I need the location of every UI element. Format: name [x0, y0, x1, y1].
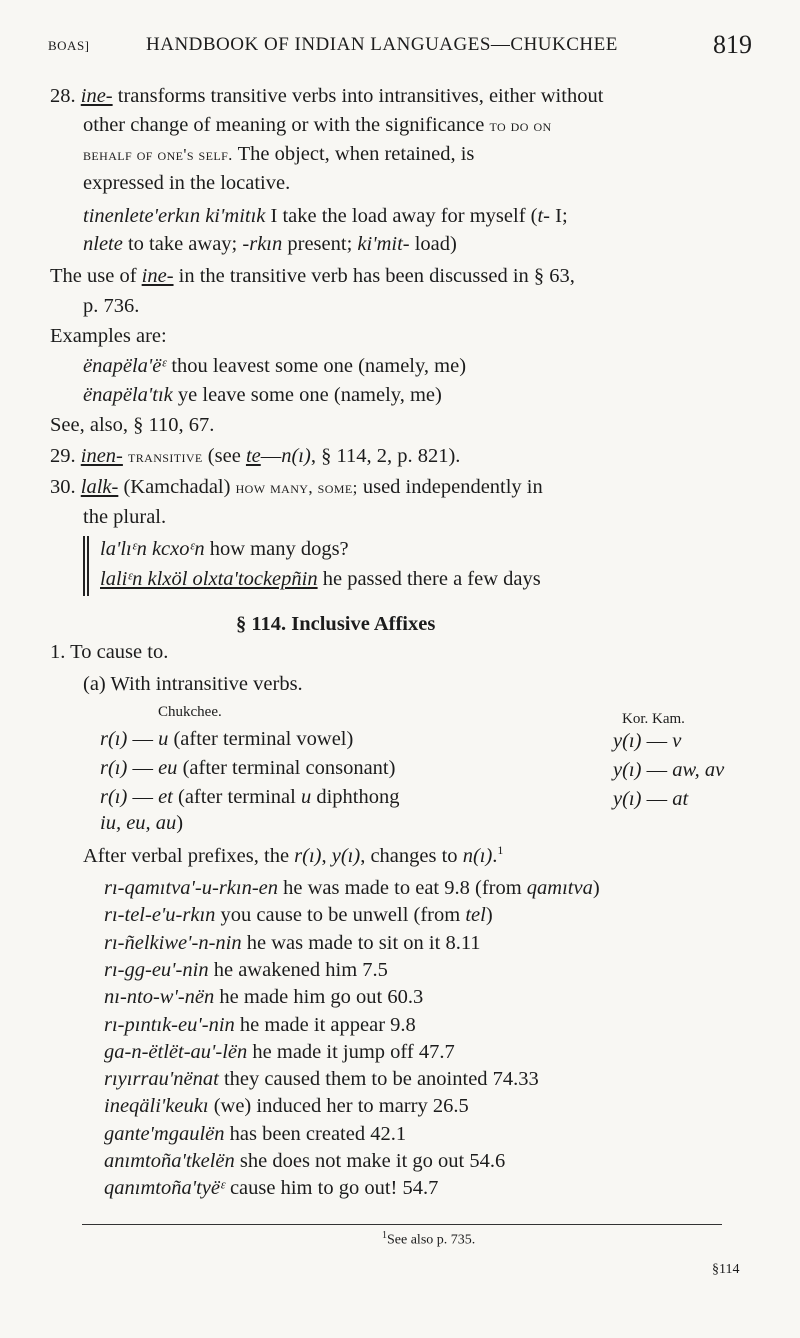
- example-form: rı-pıntık-eu'-nin: [104, 1013, 235, 1036]
- cell-dash: —: [641, 730, 673, 752]
- column-head-kor-kam: [622, 710, 685, 728]
- entry-30-example-b: [100, 567, 541, 592]
- entry-smallcaps: behalf of one's self.: [83, 145, 233, 164]
- body-text: ,: [321, 844, 332, 867]
- example-gloss: she does not make it go out 54.6: [234, 1150, 506, 1172]
- entry-text: p. 736.: [83, 295, 140, 317]
- example-form: rıyırrau'nënat: [104, 1068, 219, 1091]
- example-gloss: present;: [282, 233, 358, 255]
- page-number: 819: [713, 30, 752, 59]
- example-form: ënapëla'ëᵋ: [83, 355, 167, 377]
- cell-suffix: eu: [158, 757, 178, 779]
- example-gloss: I take the load away for myself (: [265, 205, 538, 227]
- entry-28-use: [50, 264, 575, 289]
- entry-text: The object, when retained, is: [232, 143, 475, 165]
- cross-reference: See, also, § 110, 67.: [50, 414, 215, 436]
- example-gloss: how many dogs?: [204, 538, 349, 560]
- cell-form: y(ı): [613, 788, 642, 810]
- example-form: rı-qamıtva'-u-rkın-en: [104, 877, 279, 899]
- example-form: ineqäli'keukı: [104, 1095, 209, 1118]
- example-gloss: I;: [550, 205, 568, 227]
- entry-28-line-2: [83, 113, 552, 138]
- entry-text: The use of: [50, 265, 142, 287]
- table-row: [100, 756, 395, 781]
- example-gloss: he awakened him 7.5: [208, 958, 388, 981]
- margin-bar: [83, 536, 89, 596]
- section-item-a: [83, 672, 303, 697]
- example-form: rı-tel-e'u-rkın: [104, 904, 216, 927]
- cell-form: r(ı): [100, 786, 128, 808]
- cell-suffix: et: [158, 786, 173, 808]
- section-heading: [236, 612, 435, 637]
- affix-form: y(ı): [331, 844, 361, 867]
- example-gloss: he was made to sit on it 8.11: [241, 931, 481, 954]
- cell-form: r(ı): [100, 757, 128, 779]
- entry-28-use-2: [83, 294, 139, 319]
- table-row-kor: [613, 787, 688, 812]
- example-gloss: ): [592, 877, 600, 899]
- example-gloss: has been created 42.1: [224, 1122, 407, 1145]
- example-form: ënapëla'tık: [83, 384, 173, 406]
- entry-29: [50, 444, 460, 469]
- cell-form: y(ı): [613, 730, 642, 752]
- entry-text: , § 114, 2, p. 821).: [310, 445, 461, 467]
- header-title: HANDBOOK OF INDIAN LANGUAGES—CHUKCHEE: [146, 34, 618, 55]
- entry-28-see: [50, 413, 214, 438]
- footnote: [382, 1230, 475, 1249]
- column-label: Kor. Kam.: [622, 711, 685, 727]
- example-gloss: load): [409, 233, 457, 255]
- entry-28-example: [83, 204, 568, 229]
- example-form: qanımtoña'tyëᵋ: [104, 1177, 225, 1200]
- example-form: nı-nto-w'-nën: [104, 986, 215, 1009]
- cell-suffix: u: [158, 728, 169, 750]
- cell-suffix: at: [672, 788, 689, 810]
- entry-28-example-2: [83, 232, 457, 257]
- cell-condition: (after terminal vowel): [168, 728, 354, 750]
- example-form: la'lıᵋn kcxoᵋn: [100, 538, 205, 560]
- entry-affix: te: [245, 445, 261, 467]
- cell-dash: —: [641, 788, 673, 810]
- table-row: [100, 785, 399, 810]
- cell-form: r(ı): [100, 728, 128, 750]
- example-gloss: they caused them to be anointed 74.33: [218, 1068, 539, 1091]
- footnote-marker: 1: [497, 843, 504, 857]
- example-line: [104, 931, 481, 956]
- entry-text: the plural.: [83, 506, 167, 528]
- example-form: -rkın: [242, 233, 283, 255]
- entry-smallcaps: how many, some;: [235, 478, 358, 497]
- signature-text: §114: [712, 1262, 740, 1277]
- example-form: rı-gg-eu'-nin: [104, 958, 209, 981]
- examples-label: Examples are:: [50, 325, 167, 347]
- example-line: [104, 1067, 539, 1092]
- example-line: [104, 903, 493, 928]
- table-row-kor: [613, 758, 724, 783]
- example-gloss: he made it jump off 47.7: [247, 1040, 455, 1063]
- entry-affix: ine-: [80, 85, 113, 107]
- example-line: [104, 1040, 455, 1065]
- example-source-form: tel: [465, 904, 486, 927]
- example-line: [104, 1013, 416, 1038]
- entry-28-line-1: [50, 84, 603, 109]
- examples-intro: [50, 324, 167, 349]
- example-gloss: cause him to go out! 54.7: [224, 1177, 439, 1200]
- running-header: [48, 30, 752, 60]
- body-text: After verbal prefixes, the: [83, 844, 295, 867]
- table-row: [100, 727, 353, 752]
- cell-dash: —: [641, 759, 673, 781]
- cell-condition: (after terminal: [172, 786, 301, 808]
- section-item-1: [50, 640, 168, 665]
- example-form: anımtoña'tkelën: [104, 1150, 235, 1172]
- example-source-form: qamıtva: [526, 877, 593, 899]
- column-head-chukchee: [158, 703, 222, 721]
- example-gloss: to take away;: [122, 233, 243, 255]
- entry-30: [50, 475, 543, 500]
- cell-condition: (after terminal consonant): [177, 757, 396, 779]
- example-line: [104, 1122, 406, 1147]
- entry-text: used independently in: [357, 476, 543, 498]
- example-form: nlete: [83, 233, 123, 255]
- entry-text: (Kamchadal): [118, 476, 236, 498]
- cell-condition: diphthong: [311, 786, 400, 808]
- header-author: BOAS]: [48, 38, 90, 53]
- example-gloss: (we) induced her to marry 26.5: [208, 1095, 469, 1118]
- item-text: 1. To cause to.: [50, 641, 169, 663]
- body-text: , changes to: [360, 844, 463, 867]
- entry-affix: n(ı): [281, 445, 311, 467]
- entry-28-line-3: [83, 142, 474, 167]
- example-form: tinenlete'erkın ki'mitık: [83, 205, 266, 227]
- cell-dash: —: [127, 786, 159, 808]
- entry-smallcaps: to do on: [489, 116, 552, 135]
- signature-mark: [712, 1262, 739, 1278]
- table-row-continuation: [100, 811, 183, 836]
- cell-condition: iu, eu, au: [100, 812, 177, 834]
- cell-condition: u: [300, 786, 312, 808]
- table-row-kor: [613, 729, 681, 754]
- cell-form: y(ı): [613, 759, 642, 781]
- section-title: § 114. Inclusive Affixes: [236, 613, 436, 635]
- example-gloss: thou leavest some one (namely, me): [166, 355, 467, 377]
- footnote-text: See also p. 735.: [387, 1232, 476, 1248]
- example-gloss: he made it appear 9.8: [234, 1013, 416, 1036]
- example-line: [104, 1176, 438, 1201]
- entry-affix: lalk-: [80, 476, 119, 498]
- entry-28-example-b: [83, 383, 442, 408]
- example-line: [104, 1149, 505, 1174]
- example-form: gante'mgaulën: [104, 1122, 225, 1145]
- entry-affix: inen-: [80, 445, 123, 467]
- body-text: .: [492, 844, 498, 867]
- entry-number: 28.: [50, 85, 76, 107]
- example-gloss: he made him go out 60.3: [214, 986, 424, 1009]
- affix-form: r(ı): [294, 844, 322, 867]
- cell-dash: —: [127, 757, 159, 779]
- cell-condition: ): [176, 812, 184, 834]
- entry-text: expressed in the locative.: [83, 172, 291, 194]
- entry-30-example-a: [100, 537, 349, 562]
- example-gloss: he passed there a few days: [317, 568, 541, 590]
- entry-number: 29.: [50, 445, 76, 467]
- entry-number: 30.: [50, 476, 76, 498]
- entry-text: other change of meaning or with the significance: [83, 114, 490, 136]
- after-prefixes-line: [83, 843, 503, 868]
- cell-suffix: v: [672, 730, 682, 752]
- entry-28-line-4: [83, 171, 290, 196]
- cell-suffix: aw, av: [672, 759, 725, 781]
- entry-affix: ine-: [141, 265, 174, 287]
- example-gloss: ye leave some one (namely, me): [172, 384, 442, 406]
- entry-text: transforms transitive verbs into intransitives, either without: [112, 85, 604, 107]
- example-line: [104, 985, 423, 1010]
- footnote-marker: 1: [382, 1230, 387, 1241]
- item-text: (a) With intransitive verbs.: [83, 673, 303, 695]
- entry-text: (see: [202, 445, 246, 467]
- entry-28-example-a: [83, 354, 466, 379]
- example-form: laliᵋn klxöl olxta'tockepñin: [100, 568, 318, 590]
- example-gloss: you cause to be unwell (from: [215, 904, 466, 927]
- footnote-rule: [82, 1224, 722, 1225]
- example-gloss: he was made to eat 9.8 (from: [278, 877, 527, 899]
- example-form: rı-ñelkiwe'-n-nin: [104, 931, 242, 954]
- entry-text: —: [260, 445, 282, 467]
- column-label: Chukchee.: [158, 704, 222, 720]
- entry-smallcaps: transitive: [128, 447, 203, 466]
- entry-30-line-2: [83, 505, 166, 530]
- example-form: t-: [537, 205, 551, 227]
- cell-dash: —: [127, 728, 159, 750]
- entry-text: in the transitive verb has been discussed in § 63,: [173, 265, 575, 287]
- example-line: [104, 876, 600, 901]
- example-form: ga-n-ëtlët-au'-lën: [104, 1040, 248, 1063]
- example-gloss: ): [485, 904, 493, 927]
- example-line: [104, 958, 388, 983]
- affix-form: n(ı): [462, 844, 493, 867]
- example-form: ki'mit-: [357, 233, 410, 255]
- example-line: [104, 1094, 469, 1119]
